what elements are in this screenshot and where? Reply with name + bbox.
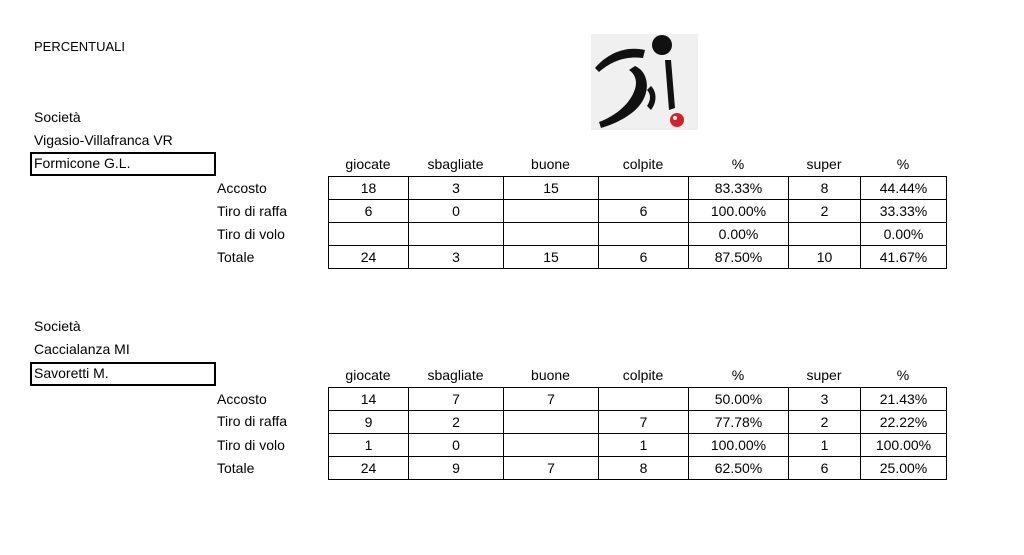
column-header: sbagliate [427, 156, 484, 172]
table-cell: 24 [329, 246, 409, 269]
table-row [329, 246, 947, 269]
table-cell: 9 [409, 457, 504, 480]
table-cell: 33.33% [861, 200, 947, 223]
table-cell: 6 [599, 246, 689, 269]
table-cell: 21.43% [861, 388, 947, 411]
player-name: Savoretti M. [30, 362, 216, 386]
table-cell: 3 [789, 388, 861, 411]
column-header: super [806, 367, 842, 383]
table-cell: 18 [329, 177, 409, 200]
row-label: Tiro di volo [217, 226, 285, 242]
societa-label: Società [34, 109, 81, 125]
table-cell: 3 [409, 246, 504, 269]
row-label: Totale [217, 460, 255, 476]
table-cell: 83.33% [689, 177, 789, 200]
bocce-player-icon [591, 34, 698, 130]
table-cell: 24 [329, 457, 409, 480]
table-cell: 8 [599, 457, 689, 480]
table-cell: 15 [504, 246, 599, 269]
table-cell [599, 388, 689, 411]
table-cell: 2 [409, 411, 504, 434]
table-cell: 22.22% [861, 411, 947, 434]
table-cell [504, 200, 599, 223]
table-cell: 1 [789, 434, 861, 457]
row-label: Tiro di raffa [217, 413, 288, 429]
table-row [329, 223, 947, 246]
table-cell: 10 [789, 246, 861, 269]
row-label: Tiro di volo [217, 437, 285, 453]
table-cell: 6 [329, 200, 409, 223]
column-header: sbagliate [427, 367, 484, 383]
row-label: Accosto [217, 391, 267, 407]
column-header: colpite [622, 367, 664, 383]
table-cell [504, 434, 599, 457]
table-cell: 2 [789, 200, 861, 223]
stats-table [328, 387, 947, 480]
table-row [329, 411, 947, 434]
table-cell: 77.78% [689, 411, 789, 434]
table-cell: 0.00% [861, 223, 947, 246]
table-cell [409, 223, 504, 246]
row-label: Tiro di raffa [217, 203, 288, 219]
table-cell: 7 [504, 457, 599, 480]
table-row [329, 388, 947, 411]
table-cell: 0 [409, 434, 504, 457]
table-row [329, 457, 947, 480]
table-cell: 62.50% [689, 457, 789, 480]
row-label: Accosto [217, 180, 267, 196]
column-header: colpite [622, 156, 664, 172]
club-name: Caccialanza MI [34, 341, 130, 357]
table-cell: 87.50% [689, 246, 789, 269]
table-cell: 25.00% [861, 457, 947, 480]
societa-label: Società [34, 318, 81, 334]
column-header: giocate [345, 156, 391, 172]
table-cell: 7 [409, 388, 504, 411]
column-header: % [731, 156, 745, 172]
table-cell [329, 223, 409, 246]
table-cell: 8 [789, 177, 861, 200]
table-cell: 3 [409, 177, 504, 200]
stats-table [328, 176, 947, 269]
table-row [329, 434, 947, 457]
table-cell: 100.00% [861, 434, 947, 457]
column-header: buone [531, 367, 570, 383]
table-cell: 100.00% [689, 200, 789, 223]
table-cell: 2 [789, 411, 861, 434]
table-cell: 14 [329, 388, 409, 411]
table-cell: 7 [599, 411, 689, 434]
table-cell: 50.00% [689, 388, 789, 411]
column-header: % [896, 367, 910, 383]
table-cell: 15 [504, 177, 599, 200]
column-header: super [806, 156, 842, 172]
column-header: giocate [345, 367, 391, 383]
table-cell [504, 411, 599, 434]
club-name: Vigasio-Villafranca VR [34, 132, 173, 148]
table-cell: 9 [329, 411, 409, 434]
table-row [329, 200, 947, 223]
table-cell: 41.67% [861, 246, 947, 269]
page-title: PERCENTUALI [34, 39, 126, 54]
table-cell: 1 [329, 434, 409, 457]
table-cell: 44.44% [861, 177, 947, 200]
table-cell: 0 [409, 200, 504, 223]
table-row [329, 177, 947, 200]
table-cell [789, 223, 861, 246]
table-cell: 6 [789, 457, 861, 480]
table-cell [599, 223, 689, 246]
column-header: % [896, 156, 910, 172]
table-cell [599, 177, 689, 200]
row-label: Totale [217, 249, 255, 265]
table-cell: 100.00% [689, 434, 789, 457]
table-cell: 0.00% [689, 223, 789, 246]
table-cell [504, 223, 599, 246]
column-header: % [731, 367, 745, 383]
player-name: Formicone G.L. [30, 152, 216, 176]
table-cell: 6 [599, 200, 689, 223]
column-header: buone [531, 156, 570, 172]
table-cell: 1 [599, 434, 689, 457]
table-cell: 7 [504, 388, 599, 411]
